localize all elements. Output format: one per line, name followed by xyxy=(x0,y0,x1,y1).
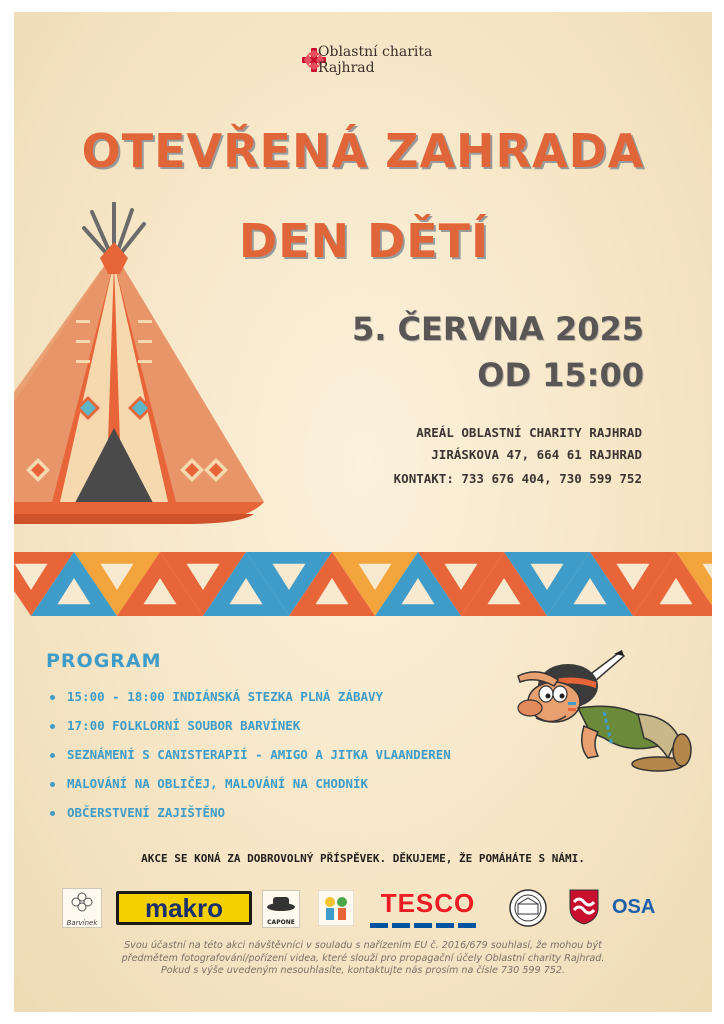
program-item xyxy=(50,744,451,773)
program-item-text: SEZNÁMENÍ S CANISTERAPIÍ - AMIGO A JITKA VLAANDEREN xyxy=(67,747,451,762)
title-line1: OTEVŘENÁ ZAHRADA xyxy=(81,124,645,178)
capone-logo-text: CAPONE xyxy=(267,919,295,926)
footer-line2: předmětem fotografování/pořízení videa, které slouží pro propagační účely Oblastní charity Rajhrad. xyxy=(121,952,605,964)
teepee-illustration xyxy=(14,202,274,532)
tesco-logo xyxy=(368,890,488,928)
makro-logo-text: makro xyxy=(119,894,249,922)
footer-line3: Pokud s výše uvedeným nesouhlasíte, kontaktujte nás prosím na čísle 730 599 752. xyxy=(160,965,566,976)
org-name-line1: Oblastní charita xyxy=(318,44,433,60)
gdpr-footer xyxy=(34,940,692,978)
tesco-logo-text: TESCO xyxy=(380,888,476,918)
event-time: OD 15:00 xyxy=(477,356,644,394)
program-item-text: 15:00 - 18:00 INDIÁNSKÁ STEZKA PLNÁ ZÁBAVY xyxy=(67,689,384,704)
program-item-text: 17:00 FOLKLORNÍ SOUBOR BARVÍNEK xyxy=(67,718,301,733)
bullet-icon xyxy=(50,811,55,816)
bullet-icon xyxy=(50,695,55,700)
title-line2: DEN DĚTÍ xyxy=(238,214,490,268)
osa-logo: OSA xyxy=(612,896,656,918)
program-item-text: OBČERSTVENÍ ZAJIŠTĚNO xyxy=(67,805,226,820)
footer-line1: Svou účastní na této akci návštěvníci v souladu s nařízením EU č. 2016/679 souhlasí, že mohou být xyxy=(124,940,602,951)
poster xyxy=(14,12,712,1012)
org-name-line2: Rajhrad xyxy=(318,60,375,76)
program-item xyxy=(50,686,451,715)
event-date: 5. ČERVNA 2025 xyxy=(351,310,644,348)
makro-logo xyxy=(116,891,252,925)
bullet-icon xyxy=(50,782,55,787)
capone-logo xyxy=(262,890,300,928)
bullet-icon xyxy=(50,753,55,758)
children-logo xyxy=(318,890,354,926)
contact-line: KONTAKT: 733 676 404, 730 599 752 xyxy=(393,471,642,486)
donation-note: AKCE SE KONÁ ZA DOBROVOLNÝ PŘÍSPĚVEK. DĚKUJEME, ŽE POMÁHÁTE S NÁMI. xyxy=(141,852,585,865)
barvinek-logo xyxy=(62,888,102,928)
rajhrad-coat-of-arms-icon xyxy=(568,888,600,926)
hat-icon xyxy=(263,891,299,915)
address-line1: AREÁL OBLASTNÍ CHARITY RAJHRAD xyxy=(416,425,642,440)
cartoon-indian-illustration xyxy=(508,646,692,776)
flower-icon xyxy=(63,889,101,915)
town-seal-logo xyxy=(508,888,548,928)
program-item xyxy=(50,773,451,802)
bullet-icon xyxy=(50,724,55,729)
org-logo-text xyxy=(318,44,432,76)
program-heading: PROGRAM xyxy=(46,650,162,672)
triangle-pattern-band xyxy=(14,550,712,618)
program-item xyxy=(50,715,451,744)
tesco-stripes-icon xyxy=(368,921,488,931)
address-line2: JIRÁSKOVA 47, 664 61 RAJHRAD xyxy=(431,447,642,462)
barvinek-logo-text: Barvínek xyxy=(66,919,98,927)
program-item xyxy=(50,802,451,831)
program-list xyxy=(50,686,451,831)
program-item-text: MALOVÁNÍ NA OBLIČEJ, MALOVÁNÍ NA CHODNÍK xyxy=(67,776,369,791)
